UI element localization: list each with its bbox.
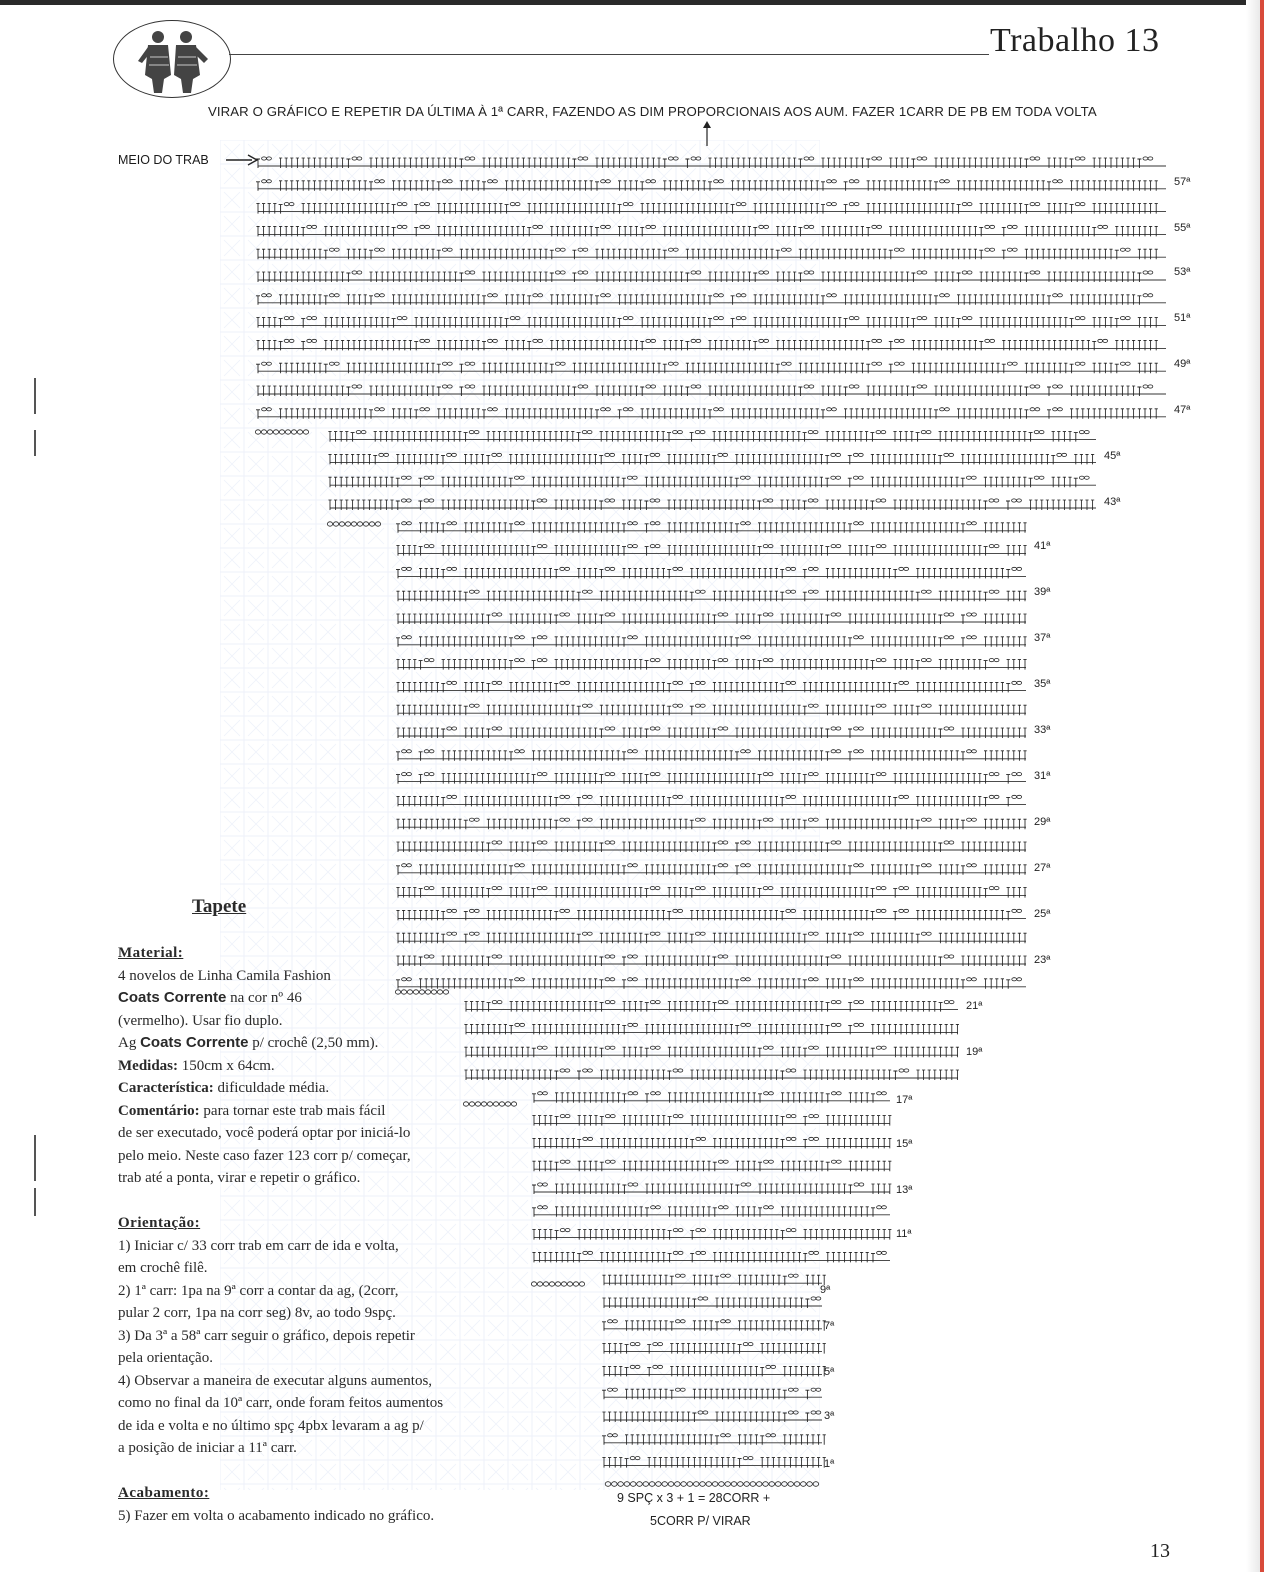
material-heading: Material: <box>118 945 184 961</box>
edge-chain <box>327 522 380 526</box>
row-number-label: 25ª <box>1034 908 1051 920</box>
chart-row <box>532 1092 890 1103</box>
orientation-line: de ida e volta e no último spç 4pbx levaram a ag p/ <box>118 1417 424 1434</box>
edge-chain <box>463 1102 516 1106</box>
chart-row <box>602 1343 825 1354</box>
row-number-label: 47ª <box>1174 404 1191 416</box>
measures-heading: Medidas: <box>118 1057 178 1074</box>
row-number-label: 57ª <box>1174 176 1191 188</box>
row-number-label: 15ª <box>896 1138 913 1150</box>
row-number-label: 49ª <box>1174 358 1191 370</box>
finishing-line: 5) Fazer em volta o acabamento indicado no gráfico. <box>118 1507 435 1524</box>
chart-row <box>396 545 1026 556</box>
row-number-label: 37ª <box>1034 632 1051 644</box>
chart-row <box>396 613 1026 624</box>
orientation-section <box>118 1212 548 1460</box>
orientation-line: pular 2 corr, 1pa na corr seg) 8v, ao todo 9spç. <box>118 1305 396 1321</box>
chart-row <box>256 157 1166 168</box>
chart-row <box>602 1411 822 1422</box>
row-number-label: 39ª <box>1034 586 1051 598</box>
chart-row <box>532 1183 891 1194</box>
chart-row <box>396 795 1026 806</box>
color-text: na cor nº 46 <box>226 990 302 1006</box>
chart-row <box>256 408 1166 419</box>
comment-text: para tornar este trab mais fácil <box>199 1102 386 1119</box>
row-number-label: 55ª <box>1174 222 1191 234</box>
chart-row <box>328 476 1096 487</box>
turning-note: 5CORR P/ VIRAR <box>650 1514 751 1528</box>
page-title: Trabalho 13 <box>990 22 1160 59</box>
chart-row <box>396 522 1027 533</box>
chart-row <box>396 887 1026 898</box>
orientation-line: a posição de iniciar a 11ª carr. <box>118 1440 297 1456</box>
foundation-chain <box>605 1482 819 1487</box>
orientation-line: como no final da 10ª carr, onde foram feitos aumentos <box>118 1395 444 1411</box>
chart-row <box>532 1229 891 1240</box>
measures-line <box>118 1055 438 1078</box>
chart-row <box>396 704 1026 715</box>
finishing-heading: Acabamento: <box>118 1485 210 1501</box>
chart-row <box>602 1388 822 1399</box>
chart-row <box>256 248 1166 259</box>
chart-row <box>328 431 1096 442</box>
color-note: (vermelho). Usar fio duplo. <box>118 1012 283 1029</box>
chart-row <box>602 1365 825 1376</box>
chart-row <box>532 1137 891 1148</box>
chart-row <box>328 453 1096 464</box>
finishing-section <box>118 1482 548 1527</box>
chart-row <box>256 385 1166 396</box>
chart-row <box>396 932 1026 943</box>
chart-row <box>256 339 1166 350</box>
row-number-label: 5ª <box>824 1366 835 1378</box>
row-number-label: 17ª <box>896 1094 913 1106</box>
comment-line <box>118 1100 438 1123</box>
brand-name: Coats Corrente <box>140 1034 249 1051</box>
chart-row <box>396 818 1026 829</box>
chart-row <box>396 681 1026 692</box>
orientation-line: 3) Da 3ª a 58ª carr seguir o gráfico, depois repetir <box>118 1327 415 1344</box>
chart-row <box>396 567 1026 578</box>
chart-row <box>532 1115 891 1126</box>
needle-line <box>118 1032 438 1055</box>
chart-row <box>396 659 1026 670</box>
chart-row <box>396 841 1026 852</box>
chart-row <box>532 1206 890 1217</box>
chart-row <box>464 1023 959 1034</box>
row-number-label: 51ª <box>1174 312 1191 324</box>
row-number-label: 29ª <box>1034 816 1051 828</box>
chart-row <box>396 955 1026 966</box>
row-number-label: 41ª <box>1034 540 1051 552</box>
chart-row <box>396 750 1027 761</box>
orientation-line: pela orientação. <box>118 1350 213 1366</box>
chart-row <box>602 1274 825 1285</box>
row-number-label: 19ª <box>966 1046 983 1058</box>
chart-row <box>256 203 1166 214</box>
material-brand-line <box>118 987 438 1010</box>
chart-row <box>396 636 1027 647</box>
chart-row <box>396 590 1026 601</box>
orientation-line: 2) 1ª carr: 1pa na 9ª corr a contar da ag, (2corr, <box>118 1282 399 1299</box>
row-number-label: 35ª <box>1034 678 1051 690</box>
chart-row <box>464 1069 959 1080</box>
row-number-label: 53ª <box>1174 266 1191 278</box>
comment-heading: Comentário: <box>118 1102 200 1119</box>
chart-row <box>256 362 1166 373</box>
orientation-line: 1) Iniciar c/ 33 corr trab em carr de ida e volta, <box>118 1237 399 1254</box>
measures-value: 150cm x 64cm. <box>178 1057 275 1074</box>
row-number-label: 27ª <box>1034 862 1051 874</box>
row-number-label: 9ª <box>820 1284 831 1296</box>
foundation-note: 9 SPÇ x 3 + 1 = 28CORR + <box>617 1491 771 1505</box>
chart-row <box>396 864 1027 875</box>
chart-row <box>328 499 1096 510</box>
orientation-line: 4) Observar a maneira de executar alguns aumentos, <box>118 1372 433 1389</box>
row-number-label: 1ª <box>824 1458 835 1470</box>
material-section <box>118 942 438 1190</box>
chart-row <box>256 294 1166 305</box>
characteristic-line <box>118 1077 438 1100</box>
orientation-heading: Orientação: <box>118 1215 201 1231</box>
characteristic-value: dificuldade média. <box>213 1080 330 1096</box>
orientation-line: em crochê filê. <box>118 1260 208 1276</box>
chart-row <box>256 317 1166 328</box>
middle-label: MEIO DO TRAB <box>118 153 209 167</box>
chart-row <box>256 225 1166 236</box>
row-number-label: 21ª <box>966 1000 983 1012</box>
row-number-label: 3ª <box>824 1410 835 1422</box>
needle-text: p/ crochê (2,50 mm). <box>248 1035 379 1051</box>
chart-instruction: VIRAR O GRÁFICO E REPETIR DA ÚLTIMA À 1ª CARR, FAZENDO AS DIM PROPORCIONAIS AOS AUM. FAZER 1CARR DE PB EM TODA VOLTA <box>208 104 1097 119</box>
comment-line: trab até a ponta, virar e repetir o gráfico. <box>118 1170 361 1186</box>
row-number-label: 23ª <box>1034 954 1051 966</box>
material-line: 4 novelos de Linha Camila Fashion <box>118 967 331 984</box>
row-number-label: 7ª <box>824 1320 835 1332</box>
chart-row <box>396 727 1026 738</box>
characteristic-heading: Característica: <box>118 1080 214 1096</box>
row-number-label: 45ª <box>1104 450 1121 462</box>
needle-prefix: Ag <box>118 1035 141 1051</box>
edge-chain <box>255 430 308 434</box>
brand-name: Coats Corrente <box>118 989 227 1006</box>
chart-row <box>532 1251 890 1262</box>
row-number-label: 43ª <box>1104 496 1121 508</box>
page-number: 13 <box>1150 1540 1170 1562</box>
chart-row <box>256 271 1166 282</box>
row-number-label: 33ª <box>1034 724 1051 736</box>
row-number-label: 13ª <box>896 1184 913 1196</box>
row-number-label: 31ª <box>1034 770 1051 782</box>
chart-row <box>396 909 1026 920</box>
chart-row <box>396 773 1026 784</box>
article-title: Tapete <box>192 896 247 917</box>
chart-row <box>602 1457 825 1468</box>
chart-row <box>602 1320 826 1331</box>
chart-row <box>602 1434 826 1445</box>
row-number-label: 11ª <box>896 1228 912 1240</box>
chart-row <box>532 1160 891 1171</box>
chart-row <box>256 180 1166 191</box>
comment-line: de ser executado, você poderá optar por iniciá-lo <box>118 1125 411 1141</box>
comment-line: pelo meio. Neste caso fazer 123 corr p/ começar, <box>118 1147 411 1164</box>
chart-row <box>602 1297 822 1308</box>
chart-row <box>464 1046 959 1057</box>
chart-row <box>396 978 1026 989</box>
chart-row <box>464 1001 958 1012</box>
